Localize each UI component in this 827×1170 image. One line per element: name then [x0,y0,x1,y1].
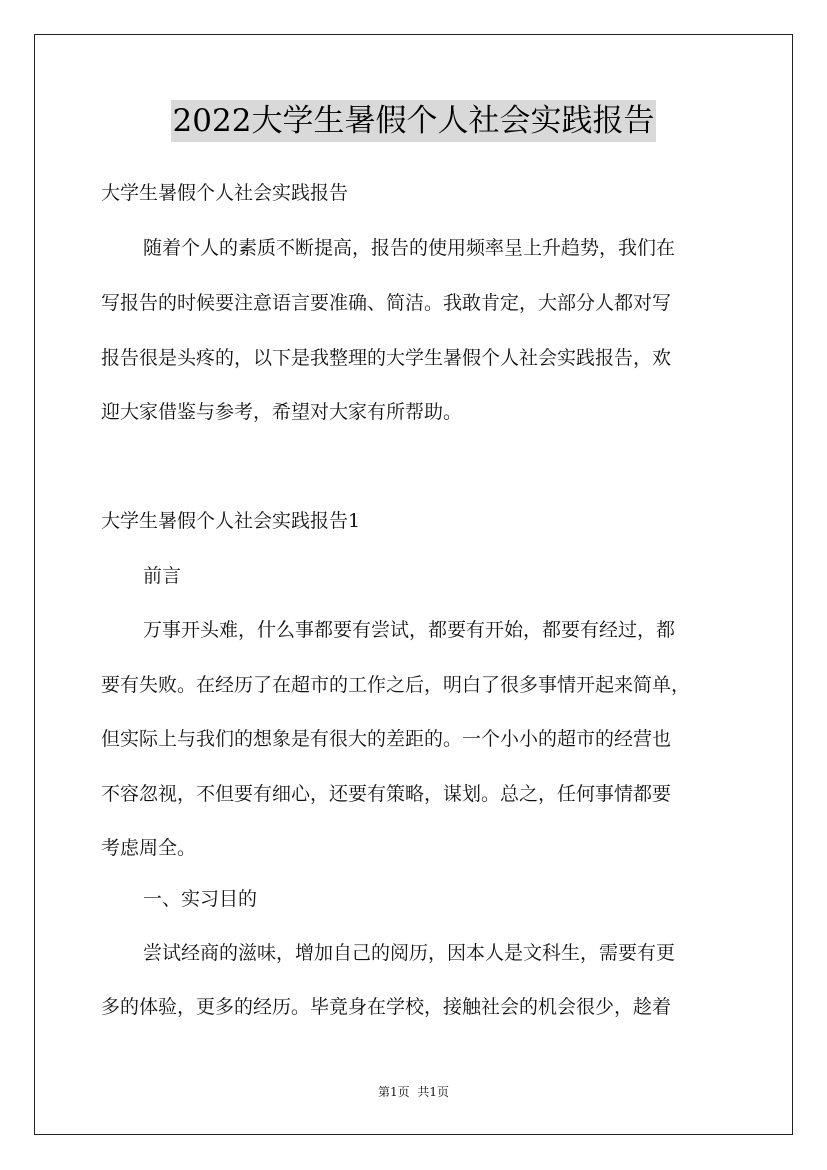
paragraph-line: 万事开头难，什么事都要有尝试，都要有开始，都要有经过，都 [143,619,676,641]
subtitle-line: 大学生暑假个人社会实践报告 [101,182,349,204]
page-number: 第1页 [378,1085,410,1099]
paragraph-line: 报告很是头疼的，以下是我整理的大学生暑假个人社会实践报告，欢 [101,347,672,369]
page-total: 共1页 [417,1085,449,1099]
preface-heading: 前言 [143,565,182,587]
document-title: 2022大学生暑假个人社会实践报告 [171,100,657,142]
paragraph-line: 考虑周全。 [101,837,197,859]
page-footer [0,1084,827,1100]
paragraph-line: 尝试经商的滋味，增加自己的阅历，因本人是文科生，需要有更 [143,942,676,964]
paragraph-line: 写报告的时候要注意语言要准确、简洁。我敢肯定，大部分人都对写 [101,292,672,314]
section-heading: 一、实习目的 [143,888,258,910]
paragraph-line: 多的体验，更多的经历。毕竟身在学校，接触社会的机会很少，趁着 [101,996,672,1018]
paragraph-line: 但实际上与我们的想象是有很大的差距的。一个小小的超市的经营也 [101,728,672,750]
paragraph-line: 不容忽视，不但要有细心，还要有策略，谋划。总之，任何事情都要 [101,783,672,805]
paragraph-line: 要有失败。在经历了在超市的工作之后，明白了很多事情开起来简单， [101,674,691,696]
paragraph-line: 随着个人的素质不断提高，报告的使用频率呈上升趋势，我们在 [143,237,676,259]
paragraph-line: 迎大家借鉴与参考，希望对大家有所帮助。 [101,401,463,423]
title-container [0,100,827,142]
section-heading: 大学生暑假个人社会实践报告1 [101,510,361,532]
